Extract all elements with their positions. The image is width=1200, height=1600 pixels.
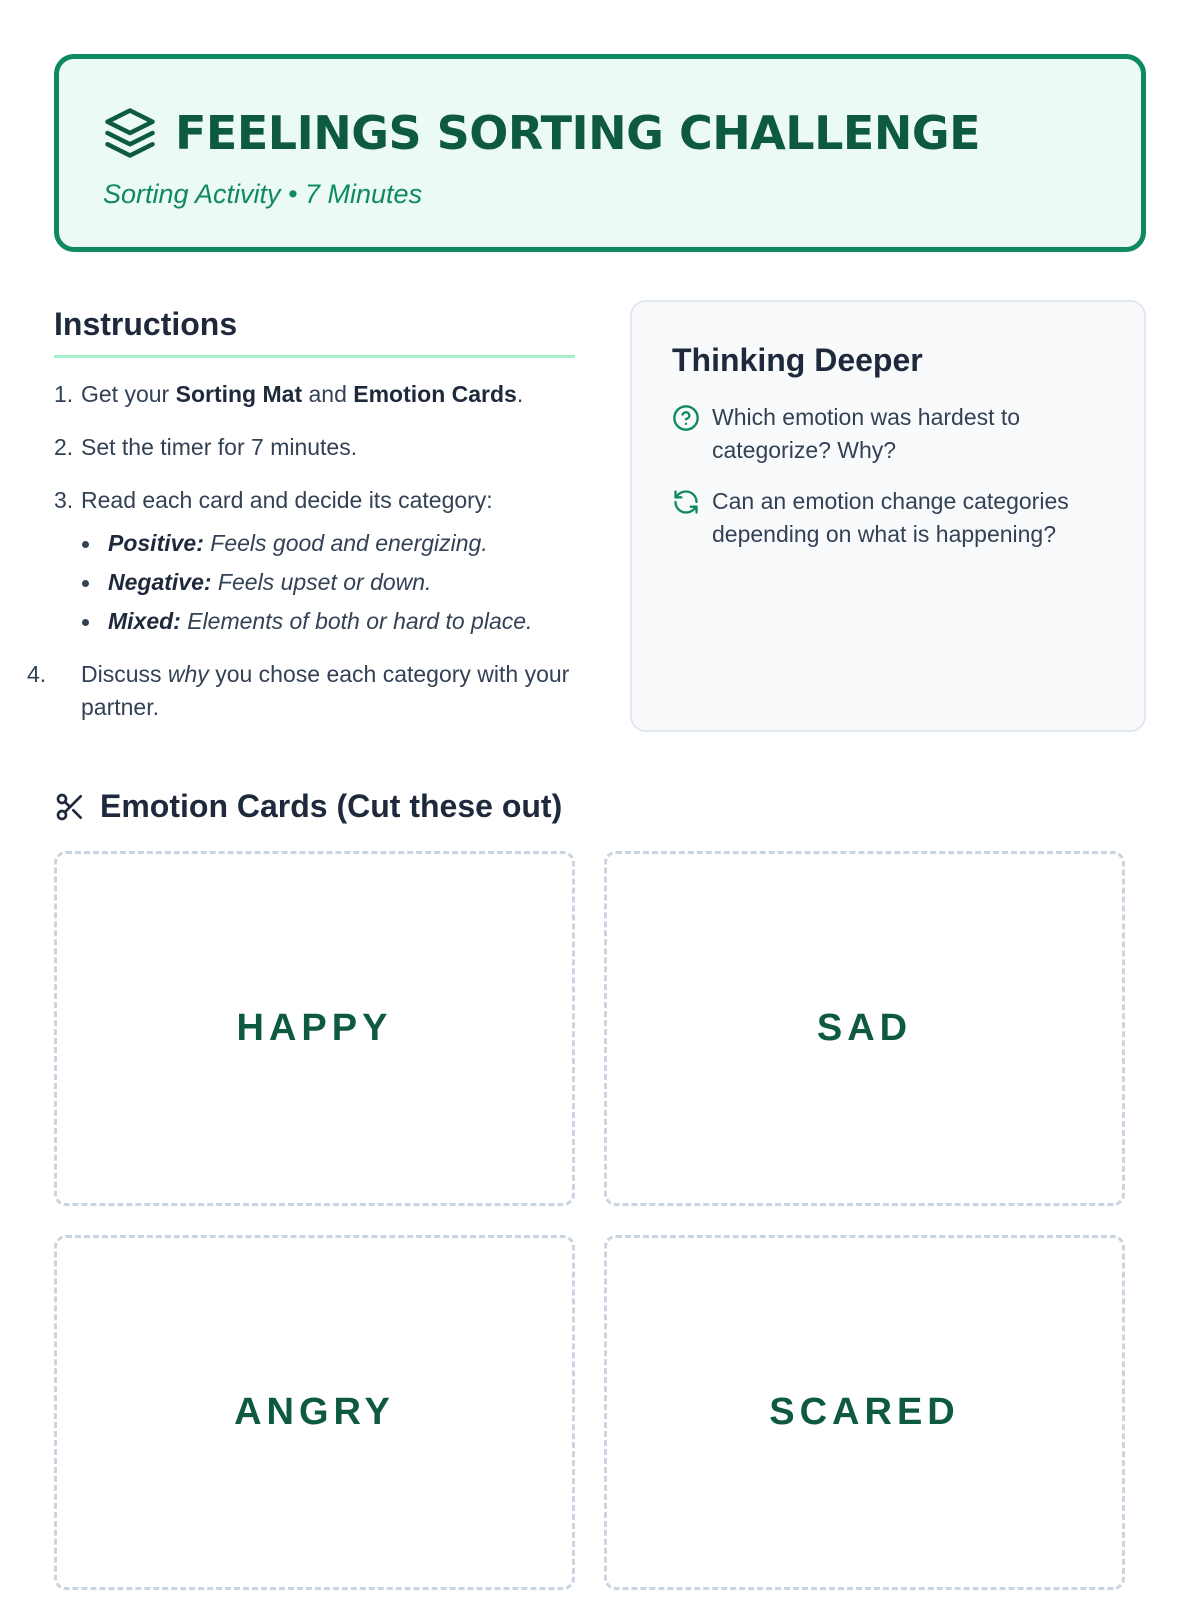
category-mixed: [82, 605, 575, 638]
category-positive: [82, 527, 575, 560]
step-number: 3.: [54, 487, 74, 513]
emotion-cards-grid: [54, 851, 1146, 1590]
instruction-step-4: [27, 658, 575, 724]
emotion-cards-heading: [54, 788, 1146, 825]
instructions-section: [27, 306, 575, 744]
question-text: Can an emotion change categories depending on what is happening?: [712, 488, 1069, 547]
emotion-cards-label: Emotion Cards: [353, 381, 517, 407]
instructions-list: [27, 378, 575, 724]
reflection-question: [672, 485, 1104, 551]
emphasis-why: why: [167, 661, 209, 687]
refresh-icon: [672, 488, 700, 516]
scissors-icon: [54, 791, 86, 823]
instruction-step-1: [54, 378, 575, 411]
step-text: you chose each category with your partner.: [81, 661, 570, 720]
step-text: Get your: [81, 381, 176, 407]
header-banner: [54, 54, 1146, 252]
emotion-card-angry: ANGRY: [54, 1235, 575, 1590]
step-number: 1.: [54, 381, 74, 407]
emotion-cards-heading-text: Emotion Cards (Cut these out): [100, 788, 563, 824]
emotion-card-happy: HAPPY: [54, 851, 575, 1206]
layers-icon: [103, 106, 157, 160]
category-name: Mixed:: [108, 608, 181, 634]
step-text: Discuss: [81, 661, 168, 687]
page-title: FEELINGS SORTING CHALLENGE: [175, 106, 981, 160]
step-text: Read each card and decide its category:: [81, 487, 493, 513]
category-description: Feels good and energizing.: [203, 530, 488, 556]
header-title-row: [103, 103, 1141, 163]
step-number: 2.: [54, 434, 74, 460]
page-subtitle: Sorting Activity • 7 Minutes: [103, 179, 423, 209]
sorting-mat-label: Sorting Mat: [175, 381, 303, 407]
content-columns: [27, 306, 1146, 748]
step-text: and: [302, 381, 354, 407]
instructions-heading: Instructions: [54, 306, 575, 358]
thinking-deeper-title: Thinking Deeper: [672, 342, 923, 378]
step-text: Set the timer for 7 minutes.: [81, 434, 358, 460]
category-list: [54, 527, 575, 638]
emotion-card-scared: SCARED: [604, 1235, 1125, 1590]
question-circle-icon: [672, 404, 700, 432]
category-negative: [82, 566, 575, 599]
category-description: Elements of both or hard to place.: [180, 608, 533, 634]
instruction-step-2: [54, 431, 575, 464]
question-text: Which emotion was hardest to categorize? Why?: [712, 404, 1021, 463]
reflection-question: [672, 401, 1104, 467]
step-text: .: [516, 381, 524, 407]
instruction-step-3: [54, 484, 575, 638]
emotion-card-sad: SAD: [604, 851, 1125, 1206]
category-name: Positive:: [108, 530, 204, 556]
category-name: Negative:: [108, 569, 212, 595]
step-number: 4.: [27, 661, 47, 687]
thinking-deeper-panel: [630, 300, 1146, 732]
category-description: Feels upset or down.: [211, 569, 432, 595]
